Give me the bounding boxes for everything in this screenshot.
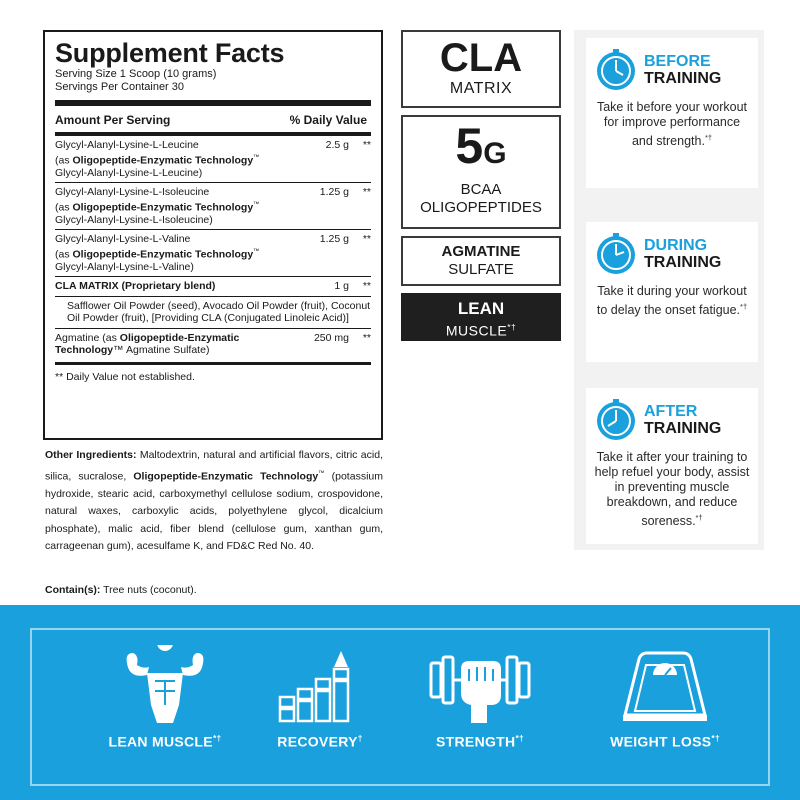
row-sub-name: Glycyl-Alanyl-Lysine-L-Isoleucine) (55, 213, 213, 226)
card-description (586, 442, 758, 529)
row-amount: 2.5 g (325, 139, 349, 151)
cla-row-amount: 1 g (334, 280, 349, 292)
lean-muscle-badge (401, 293, 561, 341)
feature-label-text: RECOVERY (277, 733, 358, 750)
badge-title: LEAN (457, 299, 505, 318)
agmatine-row (55, 328, 371, 360)
card-desc-text: Take it during your workout to delay the onset fatigue. (596, 284, 747, 318)
card-title-dark: TRAINING (644, 254, 722, 271)
recovery-bars-icon (270, 645, 370, 725)
facts-row (55, 229, 371, 276)
servings-per-container: Servings Per Container 30 (55, 81, 185, 93)
muscle-icon (115, 645, 215, 725)
feature-label (400, 733, 560, 750)
stopwatch-icon (594, 398, 638, 442)
stopwatch-icon (594, 48, 638, 92)
trademark: ™ (253, 200, 260, 208)
before-training-card (586, 38, 758, 188)
card-description (586, 92, 758, 149)
ingredients-tech: Oligopeptide-Enzymatic Technology (133, 470, 319, 482)
row-tech-prefix: (as (55, 154, 73, 166)
row-amount: 1.25 g (319, 186, 349, 198)
badge-title: CLA (439, 36, 523, 80)
during-training-card (586, 222, 758, 362)
agmatine-suffix: ™ Agmatine Sulfate) (113, 344, 210, 356)
contains-text: Tree nuts (coconut). (100, 584, 197, 596)
card-title-dark: TRAINING (644, 70, 722, 87)
badge-subtitle (403, 319, 559, 340)
trademark: ™ (318, 469, 325, 477)
row-tech (55, 199, 295, 214)
feature-label-text: LEAN MUSCLE (108, 733, 213, 750)
row-dv: ** (362, 186, 371, 198)
card-title-blue: DURING (644, 237, 708, 254)
cla-sub-row (55, 296, 371, 328)
other-ingredients (45, 447, 383, 556)
feature-strength (400, 645, 560, 750)
ingredients-text-cont: (potassium hydroxide, stearic acid, carboxymethyl cellulose sodium, crospovidone, natural waxes, carboxylic acids, polyethylene glycol, dicalcium phosphate), malic acid, fiber blend (cellulose gum, xanthan gum, carrageenan gum), acesulfame K, and FD&C Red No. 40. (45, 470, 383, 552)
ingredients-label: Other Ingredients: (45, 449, 137, 461)
disclaimer-mark: *† (704, 133, 713, 142)
card-description (586, 276, 758, 318)
disclaimer-mark: *† (212, 733, 222, 743)
facts-row (55, 135, 371, 182)
facts-title: Supplement Facts (55, 38, 285, 68)
row-name: Glycyl-Alanyl-Lysine-L-Valine (55, 233, 191, 245)
row-tech-bold: Oligopeptide-Enzymatic Technology (72, 248, 254, 260)
row-sub-name: Glycyl-Alanyl-Lysine-L-Valine) (55, 260, 194, 273)
card-desc-text: Take it before your workout for improve performance and strength. (596, 100, 748, 149)
dumbbell-fist-icon (425, 645, 535, 725)
badge-subtitle: MATRIX (449, 80, 513, 97)
disclaimer-mark: † (357, 733, 363, 743)
contains-statement (45, 584, 197, 596)
divider-thick (55, 100, 371, 106)
agmatine-dv: ** (362, 331, 371, 344)
stopwatch-icon (594, 232, 638, 276)
disclaimer-mark: *† (515, 733, 524, 743)
feature-label (585, 733, 745, 750)
bcaa-label-2: OLIGOPEPTIDES (420, 199, 542, 216)
row-tech-prefix: (as (55, 201, 73, 213)
cla-matrix-badge (401, 30, 561, 108)
disclaimer-mark: *† (740, 302, 748, 311)
feature-label-text: STRENGTH (436, 733, 516, 750)
cla-sub-ingredients: Safflower Oil Powder (seed), Avocado Oil Powder (fruit), Coconut Oil Powder (fruit), [Providing CLA (Conjugated Linoleic Acid)] (67, 299, 371, 324)
row-tech (55, 152, 295, 167)
row-name: Glycyl-Alanyl-Lysine-L-Leucine (55, 139, 199, 151)
feature-label (85, 733, 245, 750)
agmatine-tech: Oligopeptide-Enzymatic Technology (55, 331, 240, 356)
card-title (644, 403, 721, 437)
trademark: ™ (253, 153, 260, 161)
cla-row-dv: ** (362, 280, 371, 292)
card-title-blue: AFTER (644, 403, 698, 420)
disclaimer-mark: *† (507, 322, 517, 332)
footnote: ** Daily Value not established. (55, 362, 371, 383)
row-amount: 1.25 g (319, 233, 349, 245)
row-sub-name: Glycyl-Alanyl-Lysine-L-Leucine) (55, 166, 203, 179)
row-tech-bold: Oligopeptide-Enzymatic Technology (72, 201, 254, 213)
agmatine-badge (401, 236, 561, 286)
badge-subtitle: SULFATE (448, 261, 514, 278)
bcaa-amount (403, 119, 559, 181)
feature-label (240, 733, 400, 750)
scale-icon (615, 645, 715, 725)
contains-label: Contain(s): (45, 584, 101, 596)
supplement-facts-panel (43, 30, 383, 440)
card-title-dark: TRAINING (644, 420, 722, 437)
cla-row (55, 276, 371, 296)
dv-header: % Daily Value (289, 113, 367, 127)
agmatine-amount: 250 mg (313, 331, 349, 344)
feature-weight-loss (585, 645, 745, 750)
row-name: Glycyl-Alanyl-Lysine-L-Isoleucine (55, 186, 210, 198)
facts-header-row (55, 112, 371, 128)
bcaa-number: 5 (455, 118, 484, 174)
row-tech-bold: Oligopeptide-Enzymatic Technology (72, 154, 254, 166)
ingredients-text: Maltodextrin, natural and artificial flavors, citric acid, silica, sucralose, (45, 449, 383, 482)
bcaa-badge (401, 115, 561, 229)
row-tech (55, 246, 295, 261)
card-title (644, 53, 721, 87)
card-desc-text: Take it after your training to help refuel your body, assist in preventing muscle breakdown, and reduce soreness. (594, 450, 750, 529)
bcaa-unit: G (483, 137, 507, 170)
trademark: ™ (253, 247, 260, 255)
card-title (644, 237, 721, 271)
amount-header: Amount Per Serving (55, 113, 171, 127)
disclaimer-mark: *† (711, 733, 720, 743)
row-tech-prefix: (as (55, 248, 73, 260)
row-dv: ** (362, 139, 371, 151)
bcaa-label: BCAA (460, 181, 502, 198)
card-title-blue: BEFORE (644, 53, 711, 70)
feature-recovery (240, 645, 400, 750)
feature-label-text: WEIGHT LOSS (610, 733, 712, 750)
feature-lean-muscle (85, 645, 245, 750)
disclaimer-mark: *† (695, 513, 703, 522)
facts-row (55, 182, 371, 229)
cla-row-name: CLA MATRIX (Proprietary blend) (55, 280, 216, 292)
badge-subtitle-text: MUSCLE (445, 322, 508, 339)
after-training-card (586, 388, 758, 544)
row-dv: ** (362, 233, 371, 245)
badge-title: AGMATINE (441, 243, 521, 260)
serving-size: Serving Size 1 Scoop (10 grams) (55, 68, 217, 80)
agmatine-name: Agmatine (as (55, 331, 120, 344)
